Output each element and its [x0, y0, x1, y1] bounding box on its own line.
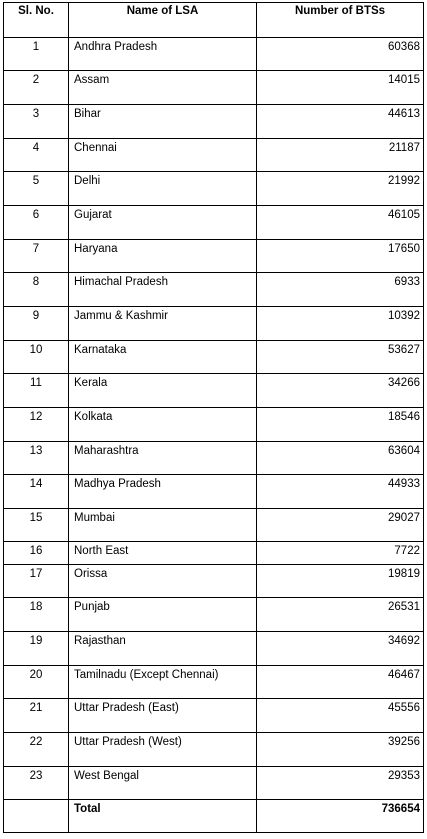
table-row — [4, 71, 424, 105]
table-row — [4, 767, 424, 800]
table-row — [4, 442, 424, 475]
sl-no-cell: 3 — [4, 105, 69, 139]
sl-no-cell: 7 — [4, 240, 69, 273]
table-row — [4, 733, 424, 767]
sl-no-cell: 10 — [4, 341, 69, 374]
table-row — [4, 307, 424, 341]
table-row — [4, 475, 424, 509]
bts-count-cell: 18546 — [257, 408, 424, 442]
sl-no-cell: 15 — [4, 509, 69, 542]
table-row — [4, 666, 424, 699]
sl-no-cell: 17 — [4, 565, 69, 598]
sl-no-cell: 16 — [4, 542, 69, 565]
table-row — [4, 699, 424, 733]
sl-no-cell: 13 — [4, 442, 69, 475]
table-row — [4, 172, 424, 206]
total-label: Total — [69, 800, 257, 833]
sl-no-cell: 11 — [4, 374, 69, 408]
lsa-name-cell: Haryana — [69, 240, 257, 273]
bts-count-cell: 26531 — [257, 598, 424, 632]
lsa-name-cell: Delhi — [69, 172, 257, 206]
sl-no-cell: 14 — [4, 475, 69, 509]
bts-count-cell: 29027 — [257, 509, 424, 542]
lsa-name-cell: Orissa — [69, 565, 257, 598]
bts-count-cell: 19819 — [257, 565, 424, 598]
bts-count-cell: 6933 — [257, 273, 424, 307]
lsa-name-cell: Assam — [69, 71, 257, 105]
table-row — [4, 273, 424, 307]
sl-no-cell: 9 — [4, 307, 69, 341]
lsa-name-cell: North East — [69, 542, 257, 565]
table-body — [4, 38, 424, 800]
bts-count-cell: 34266 — [257, 374, 424, 408]
table-row — [4, 341, 424, 374]
bts-count-cell: 60368 — [257, 38, 424, 71]
table-row — [4, 139, 424, 172]
table-header-row — [4, 3, 424, 38]
lsa-name-cell: Karnataka — [69, 341, 257, 374]
lsa-name-cell: Kerala — [69, 374, 257, 408]
lsa-name-cell: Maharashtra — [69, 442, 257, 475]
table-row — [4, 374, 424, 408]
table-row — [4, 105, 424, 139]
table-row — [4, 542, 424, 565]
lsa-name-cell: Jammu & Kashmir — [69, 307, 257, 341]
sl-no-cell: 23 — [4, 767, 69, 800]
sl-no-cell: 5 — [4, 172, 69, 206]
bts-count-cell: 29353 — [257, 767, 424, 800]
sl-no-cell: 1 — [4, 38, 69, 71]
sl-no-cell: 2 — [4, 71, 69, 105]
header-sl-no: Sl. No. — [4, 3, 69, 38]
sl-no-cell: 18 — [4, 598, 69, 632]
lsa-name-cell: Gujarat — [69, 206, 257, 240]
lsa-name-cell: Bihar — [69, 105, 257, 139]
table-row — [4, 598, 424, 632]
sl-no-cell: 19 — [4, 632, 69, 666]
lsa-name-cell: West Bengal — [69, 767, 257, 800]
sl-no-cell: 12 — [4, 408, 69, 442]
bts-count-cell: 14015 — [257, 71, 424, 105]
lsa-name-cell: Punjab — [69, 598, 257, 632]
total-row — [4, 800, 424, 833]
lsa-name-cell: Himachal Pradesh — [69, 273, 257, 307]
sl-no-cell: 4 — [4, 139, 69, 172]
bts-count-cell: 46105 — [257, 206, 424, 240]
lsa-bts-table — [3, 2, 424, 833]
sl-no-cell: 8 — [4, 273, 69, 307]
bts-count-cell: 21187 — [257, 139, 424, 172]
sl-no-cell: 6 — [4, 206, 69, 240]
table-row — [4, 38, 424, 71]
lsa-name-cell: Tamilnadu (Except Chennai) — [69, 666, 257, 699]
bts-count-cell: 10392 — [257, 307, 424, 341]
total-bts-value: 736654 — [257, 800, 424, 833]
bts-count-cell: 53627 — [257, 341, 424, 374]
bts-count-cell: 34692 — [257, 632, 424, 666]
lsa-name-cell: Madhya Pradesh — [69, 475, 257, 509]
table-row — [4, 240, 424, 273]
bts-count-cell: 45556 — [257, 699, 424, 733]
lsa-name-cell: Kolkata — [69, 408, 257, 442]
table-row — [4, 632, 424, 666]
bts-count-cell: 17650 — [257, 240, 424, 273]
bts-count-cell: 39256 — [257, 733, 424, 767]
lsa-name-cell: Rajasthan — [69, 632, 257, 666]
header-name-of-lsa: Name of LSA — [69, 3, 257, 38]
sl-no-cell: 22 — [4, 733, 69, 767]
sl-no-cell: 20 — [4, 666, 69, 699]
table-row — [4, 565, 424, 598]
bts-count-cell: 21992 — [257, 172, 424, 206]
bts-count-cell: 7722 — [257, 542, 424, 565]
table-row — [4, 509, 424, 542]
lsa-name-cell: Andhra Pradesh — [69, 38, 257, 71]
lsa-name-cell: Chennai — [69, 139, 257, 172]
bts-count-cell: 63604 — [257, 442, 424, 475]
sl-no-cell: 21 — [4, 699, 69, 733]
bts-count-cell: 44613 — [257, 105, 424, 139]
total-sl-cell — [4, 800, 69, 833]
lsa-name-cell: Mumbai — [69, 509, 257, 542]
bts-count-cell: 44933 — [257, 475, 424, 509]
lsa-name-cell: Uttar Pradesh (West) — [69, 733, 257, 767]
table-row — [4, 206, 424, 240]
lsa-name-cell: Uttar Pradesh (East) — [69, 699, 257, 733]
bts-count-cell: 46467 — [257, 666, 424, 699]
header-number-of-bts: Number of BTSs — [257, 3, 424, 38]
table-row — [4, 408, 424, 442]
